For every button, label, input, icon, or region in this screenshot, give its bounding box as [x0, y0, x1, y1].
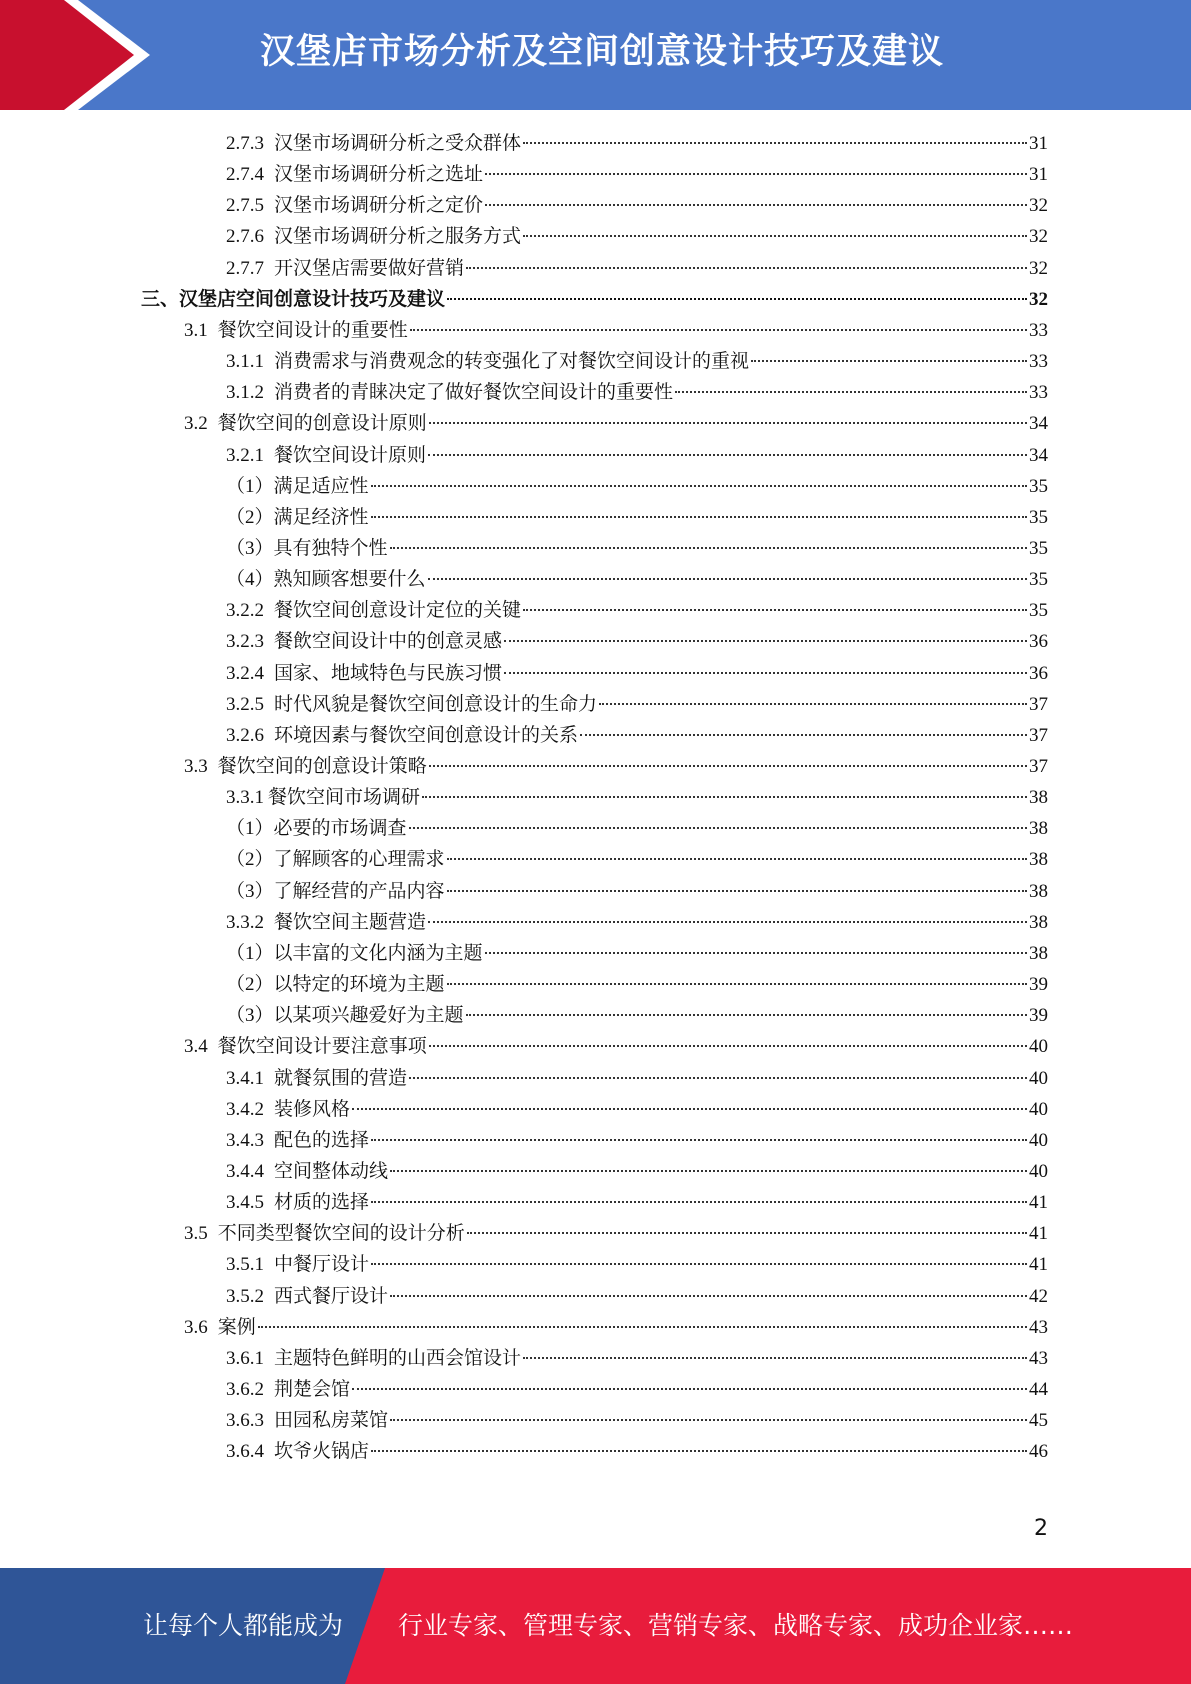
toc-entry-number: 3.6.3: [226, 1410, 264, 1432]
toc-dot-leader: [410, 329, 1027, 331]
toc-entry-page: 45: [1029, 1410, 1048, 1432]
toc-entry[interactable]: [226, 720, 1048, 751]
toc-dot-leader: [352, 1108, 1027, 1110]
toc-entry[interactable]: [226, 377, 1048, 408]
toc-entry-page: 35: [1029, 600, 1048, 622]
toc-entry[interactable]: [184, 1218, 1048, 1249]
toc-entry-number: 3.2.1: [226, 444, 264, 466]
toc-dot-leader: [523, 142, 1027, 144]
toc-entry-title: 主题特色鲜明的山西会馆设计: [274, 1347, 522, 1369]
toc-entry-title: 消费者的青睐决定了做好餐饮空间设计的重要性: [274, 382, 674, 404]
toc-dot-leader: [422, 796, 1027, 798]
toc-dot-leader: [751, 360, 1027, 362]
toc-entry-title: 汉堡市场调研分析之选址: [274, 164, 484, 186]
toc-entry-number: 3.1: [184, 319, 208, 341]
toc-entry[interactable]: [226, 1094, 1048, 1125]
toc-entry[interactable]: [226, 1374, 1048, 1405]
toc-entry-page: 37: [1029, 756, 1048, 777]
toc-entry[interactable]: [226, 689, 1048, 720]
toc-entry-page: 37: [1029, 693, 1048, 715]
toc-entry-title: （1）满足适应性: [226, 475, 369, 497]
toc-entry[interactable]: [226, 1000, 1048, 1031]
page-header: [0, 0, 1191, 110]
toc-entry-number: 3.6: [184, 1316, 208, 1338]
toc-entry-number: 2.7.5: [226, 195, 264, 217]
toc-entry[interactable]: [184, 1312, 1048, 1343]
toc-entry-title: （2）了解顾客的心理需求: [226, 849, 445, 871]
toc-entry[interactable]: [226, 876, 1048, 907]
toc-dot-leader: [485, 173, 1027, 175]
toc-entry[interactable]: [226, 813, 1048, 844]
toc-dot-leader: [467, 1232, 1027, 1234]
toc-entry[interactable]: [226, 969, 1048, 1000]
toc-entry-number: 2.7.6: [226, 226, 264, 248]
toc-entry[interactable]: [226, 938, 1048, 969]
footer-slogan-right: 行业专家、管理专家、营销专家、战略专家、成功企业家……: [398, 1611, 1074, 1640]
toc-entry-number: 3.1.1: [226, 351, 264, 373]
toc-entry[interactable]: [226, 253, 1048, 284]
toc-entry-title: （1）必要的市场调查: [226, 818, 407, 840]
page-footer: [0, 1568, 1191, 1684]
toc-entry-number: 3.5.1: [226, 1254, 264, 1276]
toc-entry-number: 3.2.5: [226, 693, 264, 715]
toc-entry-title: （4）熟知顾客想要什么: [226, 569, 426, 591]
toc-entry-number: 2.7.3: [226, 133, 264, 154]
toc-entry-title: 餐饮空间的创意设计策略: [217, 756, 427, 777]
toc-entry-title: （2）以特定的环境为主题: [226, 974, 445, 996]
toc-dot-leader: [504, 640, 1027, 642]
toc-entry[interactable]: [226, 907, 1048, 938]
toc-entry[interactable]: [226, 440, 1048, 471]
toc-entry-title: 汉堡市场调研分析之受众群体: [274, 133, 522, 154]
toc-entry[interactable]: [226, 595, 1048, 626]
toc-entry[interactable]: [226, 1156, 1048, 1187]
toc-entry-title: 开汉堡店需要做好营销: [274, 257, 465, 279]
toc-entry-title: 配色的选择: [274, 1129, 370, 1151]
toc-entry-page: 40: [1029, 1160, 1048, 1182]
toc-dot-leader: [429, 765, 1027, 767]
toc-entry-page: 46: [1029, 1441, 1048, 1463]
toc-entry[interactable]: [226, 471, 1048, 502]
toc-entry-page: 43: [1029, 1347, 1048, 1369]
toc-entry-title: 汉堡市场调研分析之定价: [274, 195, 484, 217]
toc-dot-leader: [428, 578, 1027, 580]
toc-entry-title: 餐饮空间设计原则: [274, 444, 427, 466]
toc-entry-number: 3.4.5: [226, 1192, 264, 1214]
toc-entry[interactable]: [226, 1187, 1048, 1218]
toc-entry-number: 2.7.4: [226, 164, 264, 186]
toc-entry-number: 3.4: [184, 1036, 208, 1058]
toc-entry[interactable]: [226, 502, 1048, 533]
toc-entry-number: 3.2.3: [226, 631, 264, 653]
toc-entry-number: 3.2.4: [226, 662, 264, 684]
toc-entry-number: 3.2.6: [226, 724, 264, 746]
toc-entry[interactable]: [184, 315, 1048, 346]
toc-entry-title: 不同类型餐饮空间的设计分析: [217, 1223, 465, 1245]
toc-entry-number: 3.2.2: [226, 600, 264, 622]
toc-entry-page: 40: [1029, 1036, 1048, 1058]
toc-dot-leader: [371, 1201, 1027, 1203]
toc-entry-page: 40: [1029, 1129, 1048, 1151]
toc-entry[interactable]: [226, 658, 1048, 689]
toc-dot-leader: [409, 1077, 1027, 1079]
toc-entry-title: 就餐氛围的营造: [274, 1067, 408, 1089]
toc-entry-number: 3.6.1: [226, 1347, 264, 1369]
toc-entry-title: 消费需求与消费观念的转变强化了对餐饮空间设计的重视: [274, 351, 750, 373]
toc-dot-leader: [523, 1357, 1027, 1359]
toc-entry-page: 31: [1029, 164, 1048, 186]
toc-entry-page: 35: [1029, 569, 1048, 591]
toc-entry[interactable]: [184, 751, 1048, 782]
toc-dot-leader: [371, 516, 1027, 518]
toc-dot-leader: [428, 454, 1027, 456]
toc-entry-title: 西式餐厅设计: [274, 1285, 389, 1307]
toc-entry-title: 荆楚会馆: [274, 1379, 351, 1400]
toc-entry[interactable]: [226, 782, 1048, 813]
toc-dot-leader: [485, 952, 1027, 954]
toc-dot-leader: [409, 827, 1027, 829]
toc-entry-page: 43: [1029, 1316, 1048, 1338]
toc-entry[interactable]: [226, 1343, 1048, 1374]
toc-entry-page: 41: [1029, 1223, 1048, 1245]
toc-entry[interactable]: [226, 626, 1048, 657]
toc-entry-title: 案例: [217, 1316, 256, 1338]
toc-entry-title: 空间整体动线: [274, 1160, 389, 1182]
toc-dot-leader: [390, 547, 1027, 549]
toc-entry[interactable]: [226, 844, 1048, 875]
toc-dot-leader: [447, 298, 1027, 300]
toc-dot-leader: [523, 609, 1027, 611]
toc-entry-page: 41: [1029, 1254, 1048, 1276]
toc-entry-title: 坎爷火锅店: [274, 1441, 370, 1463]
footer-slogan-left: 让每个人都能成为: [143, 1611, 344, 1640]
toc-entry-title: 时代风貌是餐饮空间创意设计的生命力: [274, 693, 598, 715]
toc-dot-leader: [428, 921, 1027, 923]
toc-entry[interactable]: [226, 564, 1048, 595]
toc-entry[interactable]: [141, 284, 1048, 315]
toc-dot-leader: [523, 235, 1027, 237]
toc-entry-title: 国家、地域特色与民族习惯: [274, 662, 503, 684]
toc-entry-page: 40: [1029, 1067, 1048, 1089]
toc-entry[interactable]: [226, 1436, 1048, 1467]
toc-entry[interactable]: [226, 1125, 1048, 1156]
toc-entry-title: 餐飲空间设计中的创意灵感: [274, 631, 503, 653]
toc-entry-page: 33: [1029, 382, 1048, 404]
header-arrow-decoration: [0, 0, 160, 110]
toc-dot-leader: [599, 703, 1027, 705]
toc-dot-leader: [447, 983, 1027, 985]
toc-entry-page: 35: [1029, 506, 1048, 528]
toc-entry-title: 餐饮空间市场调研: [268, 787, 421, 809]
toc-entry-number: 3.3.1: [226, 787, 264, 809]
toc-entry-number: 2.7.7: [226, 257, 264, 279]
toc-entry[interactable]: [226, 1281, 1048, 1312]
toc-entry-title: 餐饮空间创意设计定位的关键: [274, 600, 522, 622]
toc-dot-leader: [390, 1419, 1027, 1421]
toc-dot-leader: [447, 890, 1027, 892]
toc-entry-page: 38: [1029, 849, 1048, 871]
toc-entry-page: 32: [1029, 195, 1048, 217]
toc-entry-page: 32: [1029, 257, 1048, 279]
toc-entry-page: 35: [1029, 537, 1048, 559]
toc-entry-page: 33: [1029, 319, 1048, 341]
toc-entry-page: 38: [1029, 787, 1048, 809]
toc-entry-page: 42: [1029, 1285, 1048, 1307]
toc-entry-number: 3.4.3: [226, 1129, 264, 1151]
toc-entry-number: 3.4.2: [226, 1098, 264, 1120]
toc-entry-page: 36: [1029, 631, 1048, 653]
toc-dot-leader: [429, 422, 1027, 424]
toc-dot-leader: [390, 1295, 1027, 1297]
toc-entry-page: 34: [1029, 444, 1048, 466]
toc-entry-title: 餐饮空间设计的重要性: [217, 319, 408, 341]
toc-entry-page: 34: [1029, 413, 1048, 435]
toc-entry-page: 38: [1029, 942, 1048, 964]
toc-dot-leader: [429, 1045, 1027, 1047]
toc-entry-page: 36: [1029, 662, 1048, 684]
toc-entry-page: 38: [1029, 818, 1048, 840]
toc-entry-title: （3）具有独特个性: [226, 537, 388, 559]
toc-entry-title: 环境因素与餐饮空间创意设计的关系: [274, 724, 579, 746]
toc-entry[interactable]: [226, 1063, 1048, 1094]
toc-entry[interactable]: [226, 159, 1048, 190]
toc-entry-title: （3）了解经营的产品内容: [226, 880, 445, 902]
toc-entry-page: 39: [1029, 974, 1048, 996]
toc-entry-page: 33: [1029, 351, 1048, 373]
toc-entry-number: 3.6.2: [226, 1379, 264, 1400]
toc-entry-title: 餐饮空间设计要注意事项: [217, 1036, 427, 1058]
toc-dot-leader: [371, 1263, 1027, 1265]
toc-entry-page: 35: [1029, 475, 1048, 497]
toc-entry-title: 餐饮空间的创意设计原则: [217, 413, 427, 435]
toc-entry-title: （2）满足经济性: [226, 506, 369, 528]
toc-dot-leader: [485, 204, 1027, 206]
toc-entry-title: 装修风格: [274, 1098, 351, 1120]
toc-dot-leader: [466, 267, 1027, 269]
toc-entry-number: 3.3: [184, 756, 208, 777]
toc-entry[interactable]: [226, 346, 1048, 377]
toc-entry-number: 3.4.4: [226, 1160, 264, 1182]
toc-entry[interactable]: [226, 221, 1048, 252]
toc-dot-leader: [371, 485, 1027, 487]
toc-dot-leader: [675, 391, 1027, 393]
toc-entry[interactable]: [226, 533, 1048, 564]
toc-entry-title: 餐饮空间主题营造: [274, 911, 427, 933]
toc-entry-page: 38: [1029, 911, 1048, 933]
toc-dot-leader: [447, 858, 1027, 860]
toc-entry-title: 田园私房菜馆: [274, 1410, 389, 1432]
toc-entry-number: 3.1.2: [226, 382, 264, 404]
toc-entry[interactable]: [184, 408, 1048, 439]
toc-entry-page: 31: [1029, 133, 1048, 154]
toc-entry-title: 中餐厅设计: [274, 1254, 370, 1276]
toc-entry-page: 44: [1029, 1379, 1048, 1400]
toc-entry-page: 38: [1029, 880, 1048, 902]
toc-dot-leader: [466, 1014, 1027, 1016]
toc-entry-title: （3）以某项兴趣爱好为主题: [226, 1005, 464, 1027]
toc-entry-number: 3.4.1: [226, 1067, 264, 1089]
toc-entry[interactable]: [226, 190, 1048, 221]
toc-entry[interactable]: [184, 1031, 1048, 1062]
toc-entry-title: 材质的选择: [274, 1192, 370, 1214]
toc-entry-number: 3.5: [184, 1223, 208, 1245]
toc-entry-page: 41: [1029, 1192, 1048, 1214]
toc-entry[interactable]: [226, 1249, 1048, 1280]
toc-entry-page: 32: [1029, 226, 1048, 248]
toc-entry-title: 三、汉堡店空间创意设计技巧及建议: [141, 288, 446, 310]
toc-entry-page: 40: [1029, 1098, 1048, 1120]
toc-entry-number: 3.3.2: [226, 911, 264, 933]
toc-entry-page: 32: [1029, 288, 1048, 310]
toc-dot-leader: [371, 1139, 1027, 1141]
toc-entry[interactable]: [226, 128, 1048, 159]
toc-dot-leader: [258, 1326, 1027, 1328]
toc-dot-leader: [504, 672, 1027, 674]
toc-entry-number: 3.5.2: [226, 1285, 264, 1307]
toc-entry-number: 3.2: [184, 413, 208, 435]
page-number: 2: [1034, 1516, 1048, 1541]
toc-entry-number: 3.6.4: [226, 1441, 264, 1463]
document-title: 汉堡店市场分析及空间创意设计技巧及建议: [260, 32, 945, 72]
toc-entry-title: 汉堡市场调研分析之服务方式: [274, 226, 522, 248]
toc-dot-leader: [580, 734, 1027, 736]
toc-entry-title: （1）以丰富的文化内涵为主题: [226, 942, 483, 964]
toc-entry-page: 37: [1029, 724, 1048, 746]
toc-entry-page: 39: [1029, 1005, 1048, 1027]
toc-entry[interactable]: [226, 1405, 1048, 1436]
toc-dot-leader: [371, 1450, 1027, 1452]
toc-dot-leader: [352, 1388, 1027, 1390]
toc-dot-leader: [390, 1170, 1027, 1172]
